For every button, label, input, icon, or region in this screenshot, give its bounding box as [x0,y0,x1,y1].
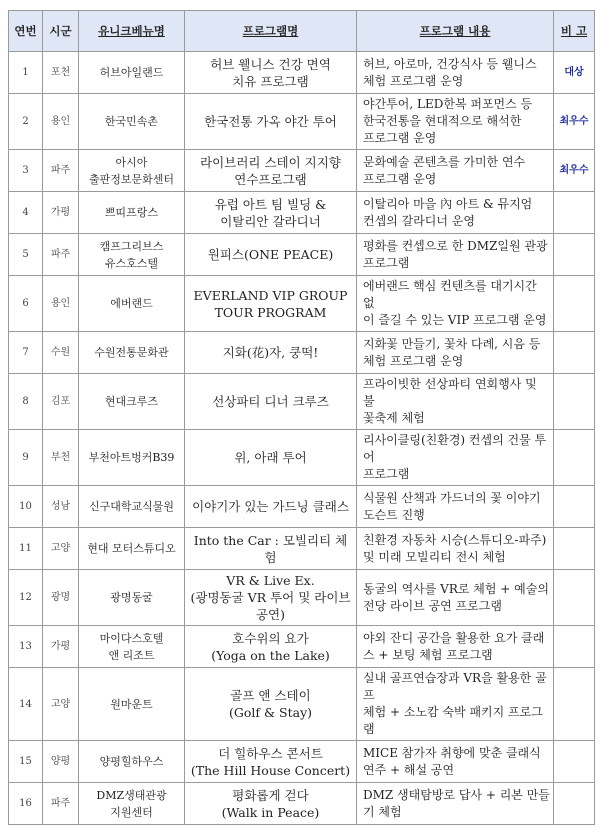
row-venue [79,150,185,192]
row-program-content-line: 프로그램 운영 [363,171,437,186]
row-program-content-line: 전당 라이브 공연 프로그램 [363,598,502,613]
row-number: 2 [9,94,43,150]
row-program-name [185,668,357,741]
row-program-name [185,430,357,486]
row-region: 가평 [43,626,79,668]
row-region: 광명 [43,570,79,626]
table-row [9,668,595,741]
table-row [9,626,595,668]
row-program-content-line: 에버랜드 핵심 컨텐츠를 대기시간 없 [363,279,537,310]
row-program-name-line: 이야기가 있는 가드닝 클래스 [192,499,349,514]
row-venue-line: 원마운트 [110,697,153,711]
row-venue [79,528,185,570]
row-number: 1 [9,52,43,94]
row-program-content-line: 체험 프로그램 운영 [363,73,464,88]
row-program-content [357,234,554,276]
row-program-content [357,668,554,741]
row-venue-line: 유스호스텔 [104,256,159,270]
row-program-content-line: 스 + 보팅 체험 프로그램 [363,647,493,662]
row-program-content-line: 연주 + 해설 공연 [363,762,455,777]
row-region: 파주 [43,150,79,192]
row-program-name-line: 치유 프로그램 [232,73,309,89]
row-venue [79,741,185,783]
row-program-name [185,626,357,668]
row-region: 부천 [43,430,79,486]
row-program-content [357,486,554,528]
row-program-name-line: 골프 앤 스테이 [230,688,311,703]
row-venue-line: 부천아트벙커B39 [88,451,175,464]
row-number: 10 [9,486,43,528]
row-venue-line: 마이다스호텔 [99,631,164,645]
row-venue-line: 광명동굴 [110,591,153,604]
row-program-content-line: 한국전통을 현대적으로 해석한 [363,114,522,128]
row-venue-line: DMZ생태관광 [96,788,167,802]
header-region: 시군 [43,11,79,52]
row-program-name-line: (Walk in Peace) [221,804,320,820]
row-venue-line: 양평힐하우스 [99,755,164,768]
row-program-content-line: 꽃축제 체험 [363,411,425,425]
row-program-content [357,570,554,626]
header-number: 연번 [9,11,43,52]
row-number: 11 [9,528,43,570]
row-program-content [357,192,554,234]
row-remark-badge [554,741,595,783]
row-program-content [357,150,554,192]
row-program-content-line: 프라이빗한 선상파티 연회행사 및 불 [363,377,537,408]
row-venue-line: 아시아 [115,155,148,169]
table-row [9,570,595,626]
row-program-name [185,332,357,374]
row-program-content [357,332,554,374]
row-program-content-line: 체험 프로그램 운영 [363,353,464,368]
row-region: 성남 [43,486,79,528]
row-program-content [357,528,554,570]
row-program-content-line: 식물원 산책과 가드너의 꽃 이야기 [363,490,541,505]
row-program-content-line: 실내 골프연습장과 VR을 활용한 골프 [363,671,547,702]
row-number: 8 [9,374,43,430]
row-region: 파주 [43,234,79,276]
row-program-name-line: 한국전통 가옥 야간 투어 [204,114,337,129]
row-program-content-line: 이 즐길 수 있는 VIP 프로그램 운영 [363,313,547,327]
row-program-content-line: 문화예술 콘텐츠를 가미한 연수 [363,154,526,169]
row-number: 9 [9,430,43,486]
row-program-name-line: VR & Live Ex. [226,573,315,588]
row-program-name-line: 선상파티 디너 크루즈 [212,394,329,409]
row-number: 14 [9,668,43,741]
table-row [9,150,595,192]
row-remark-badge [554,430,595,486]
row-venue [79,430,185,486]
row-program-content-line: 허브, 아로마, 건강식사 등 웰니스 [363,56,537,71]
row-program-name-line: (Yoga on the Lake) [211,647,330,663]
row-venue [79,276,185,332]
row-venue [79,783,185,825]
row-number: 6 [9,276,43,332]
row-program-content [357,94,554,150]
row-venue [79,52,185,94]
header-program-name: 프로그램명 [185,11,357,52]
row-program-content-line: 평화를 컨셉으로 한 DMZ일원 관광 [363,238,548,253]
row-program-name-line: 라이브러리 스테이 지지향 [200,154,341,170]
row-program-content [357,374,554,430]
row-region: 양평 [43,741,79,783]
row-program-name-line: Into the Car : 모빌리티 체험 [193,532,348,565]
row-venue-line: 캠프그리브스 [99,239,164,253]
row-remark-badge [554,332,595,374]
row-program-name-line: (The Hill House Concert) [190,762,351,778]
row-remark-badge: 대상 [554,52,595,94]
row-remark-badge [554,486,595,528]
row-program-name-line: 유럽 아트 팀 빌딩 & [214,196,327,212]
row-program-name [185,741,357,783]
row-program-name [185,486,357,528]
row-venue [79,94,185,150]
row-region: 고양 [43,668,79,741]
row-number: 15 [9,741,43,783]
row-remark-badge [554,374,595,430]
table-row [9,486,595,528]
row-region: 용인 [43,94,79,150]
row-remark-badge [554,234,595,276]
row-remark-badge [554,276,595,332]
row-program-name-line: (광명동굴 VR 투어 및 라이브 공연) [190,590,351,622]
row-program-content-line: 동굴의 역사를 VR로 체험 + 예술의 [363,581,549,596]
row-program-content [357,430,554,486]
row-program-name-line: (Golf & Stay) [228,705,313,720]
row-remark-badge [554,783,595,825]
header-venue: 유니크베뉴명 [79,11,185,52]
table-row [9,332,595,374]
row-venue [79,570,185,626]
row-remark-badge: 최우수 [554,150,595,192]
row-venue-line: 앤 리조트 [108,648,155,662]
row-remark-badge [554,668,595,741]
table-row [9,528,595,570]
header-remark: 비 고 [554,11,595,52]
row-number: 4 [9,192,43,234]
row-program-content [357,783,554,825]
row-remark-badge [554,528,595,570]
row-venue-line: 현대크루즈 [104,395,159,408]
row-number: 12 [9,570,43,626]
row-program-content-line: 기 체험 [363,804,402,819]
row-region: 김포 [43,374,79,430]
row-program-name-line: 평화롭게 걷다 [232,787,309,803]
table-row [9,192,595,234]
row-program-name [185,570,357,626]
row-program-name [185,234,357,276]
row-program-name [185,374,357,430]
row-program-name [185,192,357,234]
row-region: 수원 [43,332,79,374]
table-row [9,783,595,825]
row-venue [79,626,185,668]
row-region: 파주 [43,783,79,825]
row-number: 3 [9,150,43,192]
table-row [9,234,595,276]
row-program-name-line: EVERLAND VIP GROUP [193,287,348,303]
row-program-content-line: 프로그램 [363,255,410,270]
row-program-content-line: 및 미래 모빌리티 전시 체험 [363,549,506,564]
row-program-content-line: 체험 + 소노캄 숙박 패키지 프로그램 [363,705,543,736]
row-program-content-line: 프로그램 [363,467,410,481]
row-program-content-line: 야간투어, LED한복 퍼포먼스 등 [363,97,533,111]
row-region: 고양 [43,528,79,570]
row-region: 용인 [43,276,79,332]
row-venue-line: 현대 모터스튜디오 [87,542,176,555]
row-program-content-line: 도슨트 진행 [363,507,425,522]
row-program-content [357,626,554,668]
table-row [9,430,595,486]
row-program-name [185,94,357,150]
row-program-content [357,741,554,783]
row-program-name-line: 위, 아래 투어 [234,450,307,465]
row-program-name [185,52,357,94]
row-program-name [185,783,357,825]
row-program-content-line: MICE 참가자 취향에 맞춘 클래식 [363,745,541,760]
row-remark-badge [554,192,595,234]
unique-venue-program-table [8,10,595,825]
row-venue [79,668,185,741]
table-row [9,741,595,783]
row-venue [79,332,185,374]
table-row [9,52,595,94]
row-region: 가평 [43,192,79,234]
row-venue-line: 출판정보문화센터 [88,172,174,186]
row-venue-line: 수원전통문화관 [94,346,169,359]
row-remark-badge [554,570,595,626]
row-venue-line: 한국민속촌 [104,115,159,128]
row-program-name-line: 호수위의 요가 [232,630,309,646]
row-program-name [185,528,357,570]
table-row [9,374,595,430]
row-program-content-line: 프로그램 운영 [363,131,437,145]
row-venue [79,374,185,430]
row-venue-line: 지원센터 [110,805,153,819]
row-program-name [185,150,357,192]
row-number: 5 [9,234,43,276]
row-program-name-line: TOUR PROGRAM [214,304,327,320]
row-venue-line: 신구대학교식물원 [88,500,174,513]
row-program-content-line: 컨셉의 갈라디너 운영 [363,213,475,228]
row-venue [79,234,185,276]
row-venue [79,486,185,528]
row-program-name-line: 허브 웰니스 건강 면역 [210,56,331,72]
table-body [9,52,595,825]
row-program-name-line: 이탈리안 갈라디너 [220,213,321,229]
row-program-name-line: 더 힐하우스 콘서트 [218,745,323,761]
row-venue-line: 에버랜드 [110,297,153,310]
row-program-content-line: 친환경 자동차 시승(스튜디오-파주) [363,532,547,547]
row-remark-badge: 최우수 [554,94,595,150]
row-program-content-line: 이탈리아 마을 內 아트 & 뮤지엄 [363,196,533,211]
row-remark-badge [554,626,595,668]
row-program-content [357,276,554,332]
row-program-name-line: 원피스(ONE PEACE) [207,247,334,262]
row-venue [79,192,185,234]
row-number: 7 [9,332,43,374]
row-program-content-line: 야외 잔디 공간을 활용한 요가 클래 [363,630,545,645]
row-program-content-line: 지화꽃 만들기, 꽃차 다례, 시음 등 [363,336,541,351]
row-program-content [357,52,554,94]
table-header-row [9,11,595,52]
row-region: 포천 [43,52,79,94]
row-number: 16 [9,783,43,825]
row-program-name-line: 지화(花)자, 쿵떡! [222,345,319,360]
row-program-content-line: DMZ 생태탐방로 답사 + 리본 만들 [363,787,550,802]
row-number: 13 [9,626,43,668]
row-venue-line: 허브아일랜드 [99,66,164,79]
header-program-content: 프로그램 내용 [357,11,554,52]
row-program-name [185,276,357,332]
row-program-content-line: 리사이클링(친환경) 컨셉의 건물 투어 [363,433,547,464]
row-venue-line: 쁘띠프랑스 [104,206,159,219]
table-row [9,276,595,332]
table-row [9,94,595,150]
row-program-name-line: 연수프로그램 [234,171,307,187]
